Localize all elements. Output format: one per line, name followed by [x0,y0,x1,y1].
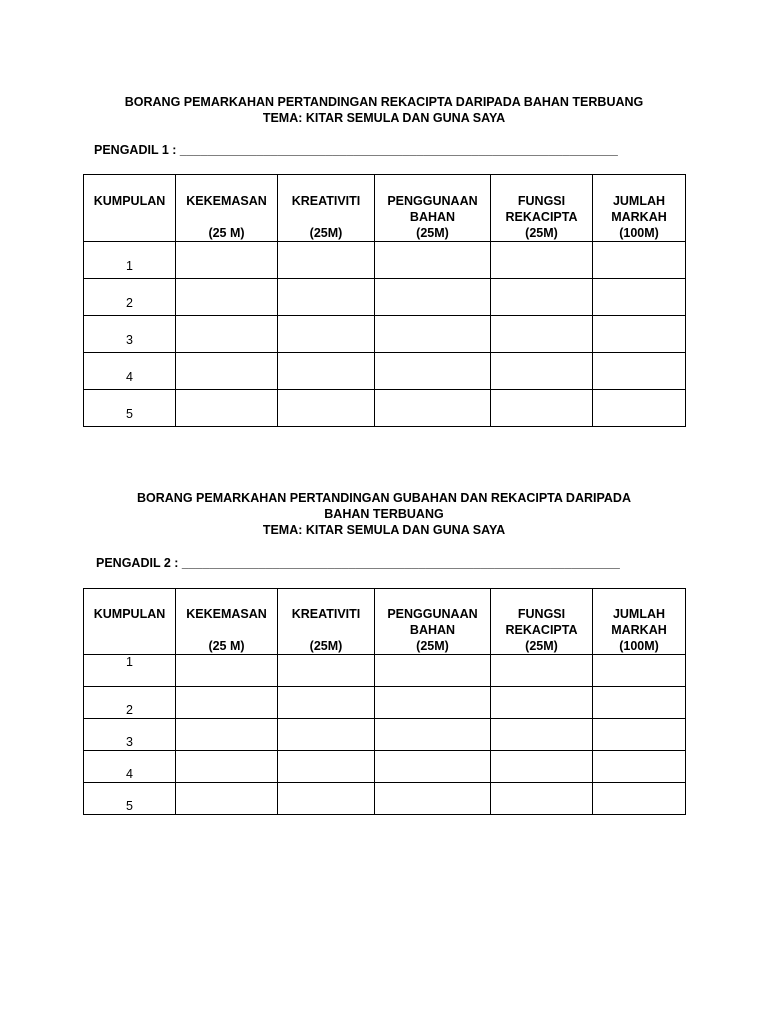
form-2-title-line-3: TEMA: KITAR SEMULA DAN GUNA SAYA [262,523,506,537]
score-cell-kekemasan[interactable] [176,353,278,390]
score-cell-penggunaan-bahan[interactable] [375,353,491,390]
score-cell-jumlah-markah[interactable] [593,242,686,279]
col-header-jumlah-markah: JUMLAH MARKAH (100M) [593,175,686,242]
form-1 [0,94,768,126]
score-cell-kekemasan[interactable] [176,316,278,353]
score-cell-kekemasan[interactable] [176,751,278,783]
col-header-kreativiti: KREATIVITI (25M) [278,589,375,655]
group-number: 1 [84,242,176,279]
score-cell-penggunaan-bahan[interactable] [375,316,491,353]
group-number: 3 [84,719,176,751]
score-cell-jumlah-markah[interactable] [593,655,686,687]
form-2 [0,490,768,538]
judge-1-field[interactable]: PENGADIL 1 : _______________________________________________________________ [94,143,618,157]
table-row [84,279,686,316]
score-cell-fungsi-rekacipta[interactable] [491,242,593,279]
group-number: 1 [84,655,176,687]
score-cell-jumlah-markah[interactable] [593,719,686,751]
score-table-2 [83,588,686,815]
score-cell-fungsi-rekacipta[interactable] [491,316,593,353]
group-number: 4 [84,353,176,390]
score-cell-penggunaan-bahan[interactable] [375,751,491,783]
table-row [84,655,686,687]
score-cell-jumlah-markah[interactable] [593,390,686,427]
table-row [84,783,686,815]
form-1-title-line-2: TEMA: KITAR SEMULA DAN GUNA SAYA [262,111,506,125]
score-cell-fungsi-rekacipta[interactable] [491,655,593,687]
col-header-jumlah-markah: JUMLAH MARKAH (100M) [593,589,686,655]
score-cell-kreativiti[interactable] [278,316,375,353]
score-cell-jumlah-markah[interactable] [593,783,686,815]
judge-2-field[interactable]: PENGADIL 2 : _______________________________________________________________ [96,556,620,570]
form-1-title-line-1: BORANG PEMARKAHAN PERTANDINGAN REKACIPTA DARIPADA BAHAN TERBUANG [124,95,644,109]
col-header-kumpulan: KUMPULAN [84,175,176,242]
score-cell-fungsi-rekacipta[interactable] [491,719,593,751]
score-cell-kreativiti[interactable] [278,751,375,783]
score-cell-jumlah-markah[interactable] [593,353,686,390]
score-cell-fungsi-rekacipta[interactable] [491,279,593,316]
score-cell-kreativiti[interactable] [278,353,375,390]
score-cell-fungsi-rekacipta[interactable] [491,353,593,390]
score-cell-kreativiti[interactable] [278,390,375,427]
score-cell-kreativiti[interactable] [278,687,375,719]
col-header-penggunaan-bahan: PENGGUNAAN BAHAN (25M) [375,589,491,655]
group-number: 4 [84,751,176,783]
form-2-title-line-2: BAHAN TERBUANG [324,507,444,521]
table-row [84,242,686,279]
score-cell-kreativiti[interactable] [278,242,375,279]
col-header-kekemasan: KEKEMASAN (25 M) [176,175,278,242]
col-header-kekemasan: KEKEMASAN (25 M) [176,589,278,655]
score-cell-kreativiti[interactable] [278,719,375,751]
score-cell-fungsi-rekacipta[interactable] [491,390,593,427]
score-cell-kekemasan[interactable] [176,719,278,751]
score-cell-jumlah-markah[interactable] [593,751,686,783]
score-cell-kekemasan[interactable] [176,279,278,316]
group-number: 2 [84,687,176,719]
group-number: 5 [84,390,176,427]
group-number: 2 [84,279,176,316]
score-cell-kekemasan[interactable] [176,242,278,279]
score-table-1 [83,174,686,427]
score-cell-jumlah-markah[interactable] [593,279,686,316]
form-2-title-line-1: BORANG PEMARKAHAN PERTANDINGAN GUBAHAN DAN REKACIPTA DARIPADA [137,491,631,505]
score-cell-kekemasan[interactable] [176,687,278,719]
score-cell-fungsi-rekacipta[interactable] [491,687,593,719]
score-cell-penggunaan-bahan[interactable] [375,242,491,279]
score-cell-penggunaan-bahan[interactable] [375,390,491,427]
score-cell-kekemasan[interactable] [176,390,278,427]
group-number: 3 [84,316,176,353]
col-header-penggunaan-bahan: PENGGUNAAN BAHAN (25M) [375,175,491,242]
score-cell-penggunaan-bahan[interactable] [375,687,491,719]
score-cell-jumlah-markah[interactable] [593,316,686,353]
score-cell-kekemasan[interactable] [176,655,278,687]
table-row [84,687,686,719]
group-number: 5 [84,783,176,815]
col-header-kreativiti: KREATIVITI (25M) [278,175,375,242]
score-cell-fungsi-rekacipta[interactable] [491,751,593,783]
header-row [84,589,686,655]
table-row [84,390,686,427]
col-header-kumpulan: KUMPULAN [84,589,176,655]
col-header-fungsi-rekacipta: FUNGSI REKACIPTA (25M) [491,589,593,655]
table-row [84,751,686,783]
score-cell-penggunaan-bahan[interactable] [375,719,491,751]
score-cell-penggunaan-bahan[interactable] [375,655,491,687]
col-header-fungsi-rekacipta: FUNGSI REKACIPTA (25M) [491,175,593,242]
score-cell-kekemasan[interactable] [176,783,278,815]
table-row [84,353,686,390]
score-cell-penggunaan-bahan[interactable] [375,783,491,815]
score-cell-penggunaan-bahan[interactable] [375,279,491,316]
table-row [84,719,686,751]
score-cell-kreativiti[interactable] [278,279,375,316]
table-row [84,316,686,353]
header-row [84,175,686,242]
score-cell-kreativiti[interactable] [278,655,375,687]
score-cell-fungsi-rekacipta[interactable] [491,783,593,815]
score-cell-kreativiti[interactable] [278,783,375,815]
score-cell-jumlah-markah[interactable] [593,687,686,719]
